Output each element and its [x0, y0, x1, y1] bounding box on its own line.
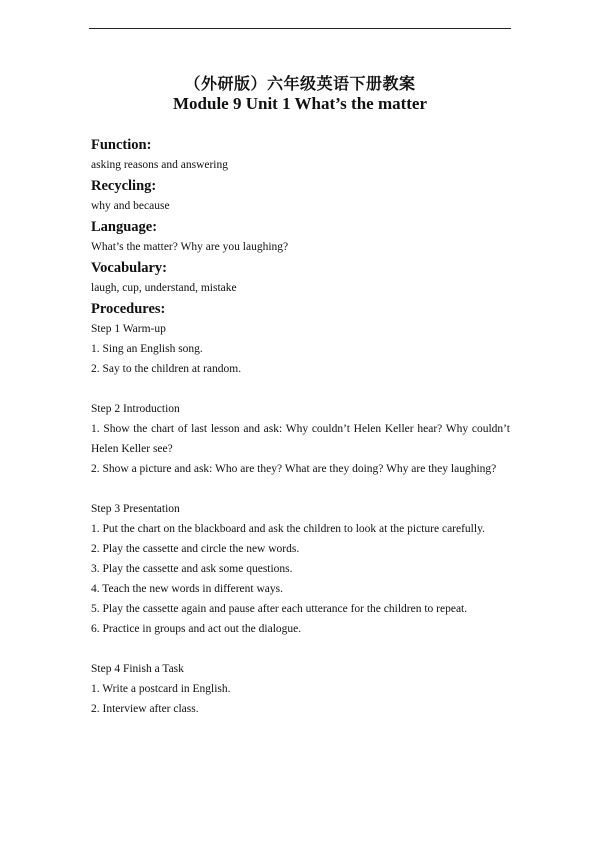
- step-3-item-4: 4. Teach the new words in different ways.: [91, 583, 283, 595]
- recycling-text: why and because: [91, 200, 170, 212]
- language-heading: Language:: [91, 219, 158, 235]
- step-1-title: Step 1 Warm-up: [91, 323, 166, 335]
- step-3-item-2: 2. Play the cassette and circle the new words.: [91, 543, 300, 555]
- spacer: [91, 479, 510, 499]
- step-3: [91, 499, 510, 639]
- step-3-item-6: 6. Practice in groups and act out the dialogue.: [91, 623, 302, 635]
- step-2: [91, 399, 510, 479]
- step-2-item-1: 1. Show the chart of last lesson and ask: Why couldn’t Helen Keller hear? Why couldn’t Helen Keller see?: [91, 423, 510, 455]
- vocabulary-text: laugh, cup, understand, mistake: [91, 282, 237, 294]
- document-body: [91, 134, 510, 719]
- language-text: What’s the matter? Why are you laughing?: [91, 241, 289, 253]
- step-4-title: Step 4 Finish a Task: [91, 663, 184, 675]
- document-title-chinese: （外研版）六年级英语下册教案: [184, 74, 416, 93]
- spacer: [91, 379, 510, 399]
- recycling-heading: Recycling:: [91, 178, 157, 194]
- step-3-item-3: 3. Play the cassette and ask some questions.: [91, 563, 293, 575]
- top-rule: [89, 28, 511, 29]
- step-4-item-1: 1. Write a postcard in English.: [91, 683, 231, 695]
- function-heading: Function:: [91, 137, 152, 153]
- function-text: asking reasons and answering: [91, 159, 229, 171]
- spacer: [91, 639, 510, 659]
- step-3-title: Step 3 Presentation: [91, 503, 180, 515]
- document-title-english: Module 9 Unit 1 What’s the matter: [172, 94, 428, 113]
- step-2-item-2: 2. Show a picture and ask: Who are they? What are they doing? Why are they laughing?: [91, 463, 497, 475]
- step-3-item-5: 5. Play the cassette again and pause after each utterance for the children to repeat.: [91, 603, 468, 615]
- step-1: [91, 319, 510, 379]
- step-2-title: Step 2 Introduction: [91, 403, 180, 415]
- step-4: [91, 659, 510, 719]
- step-4-item-2: 2. Interview after class.: [91, 703, 199, 715]
- step-1-item-2: 2. Say to the children at random.: [91, 363, 242, 375]
- procedures-heading: Procedures:: [91, 301, 166, 317]
- step-1-item-1: 1. Sing an English song.: [91, 343, 203, 355]
- vocabulary-heading: Vocabulary:: [91, 260, 167, 276]
- step-3-item-1: 1. Put the chart on the blackboard and ask the children to look at the picture carefully.: [91, 523, 485, 535]
